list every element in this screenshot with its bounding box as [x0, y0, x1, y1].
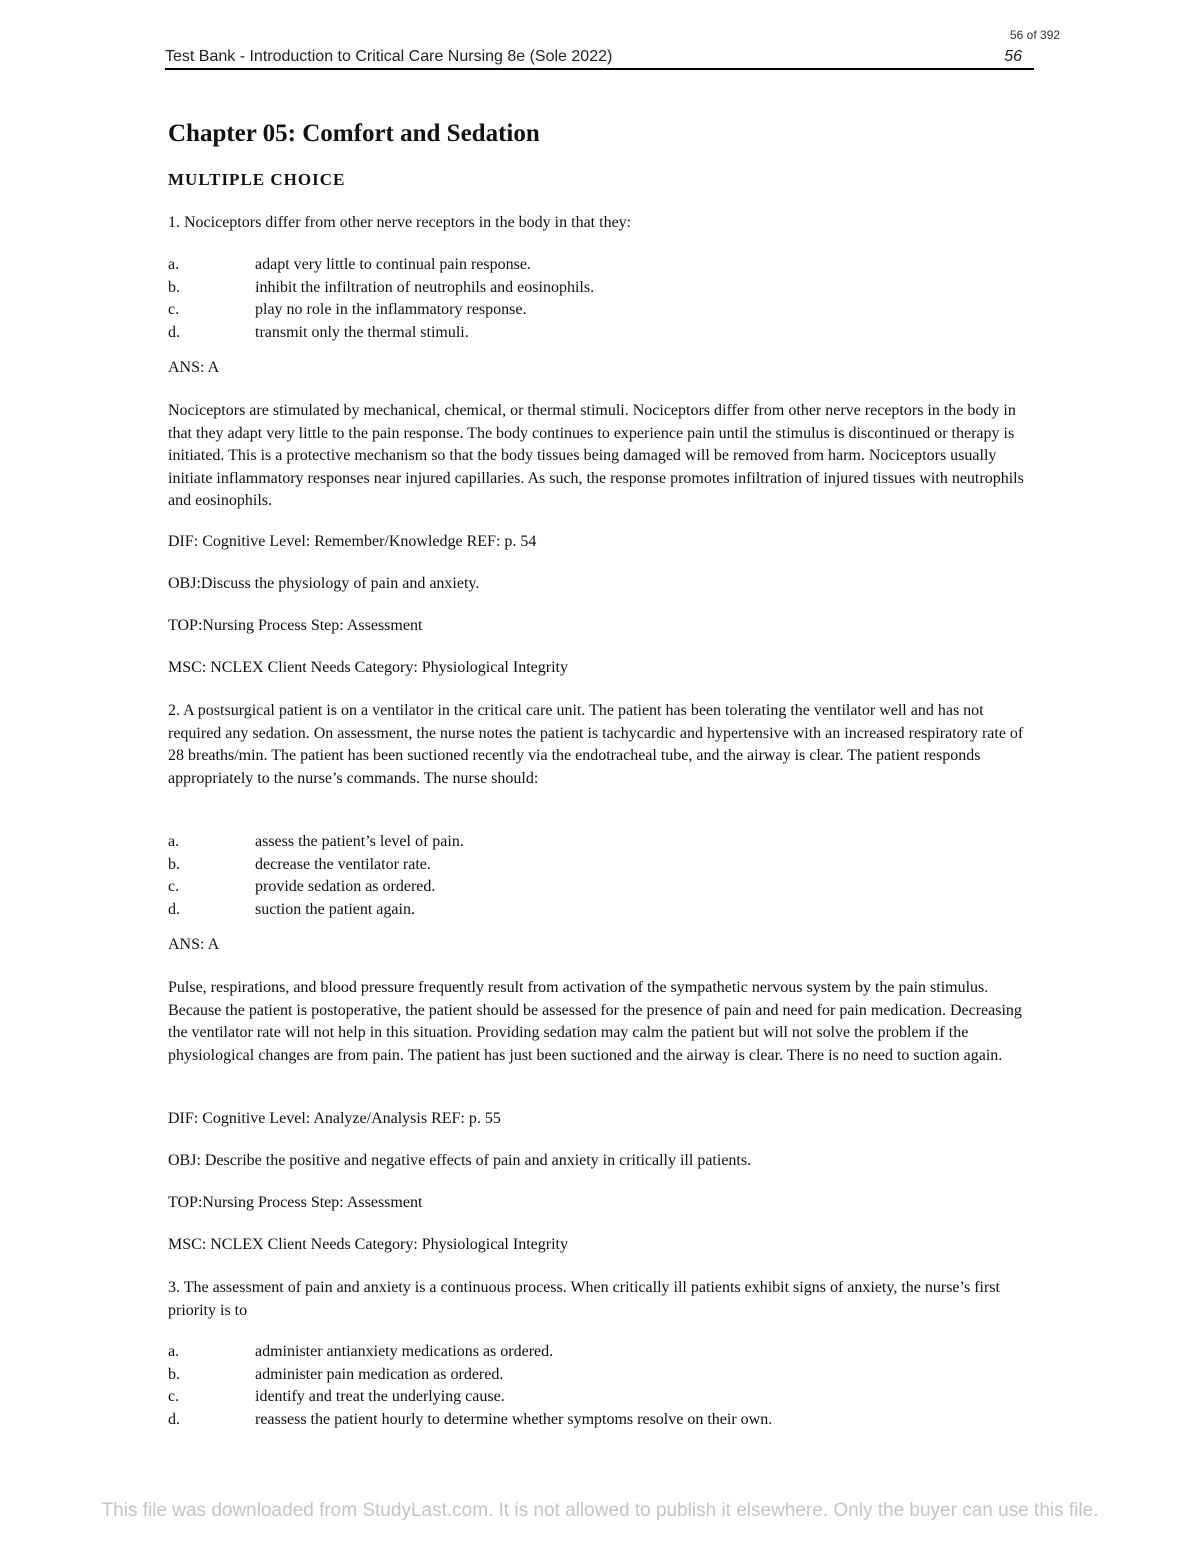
option-letter: b.: [168, 1366, 180, 1383]
chapter-title: Chapter 05: Comfort and Sedation: [168, 120, 540, 147]
option-text: play no role in the inflammatory response.: [255, 301, 527, 318]
question-1-stem: 1. Nociceptors differ from other nerve receptors in the body in that they:: [168, 214, 632, 231]
option-text: suction the patient again.: [255, 901, 415, 918]
question-2-difficulty: DIF: Cognitive Level: Analyze/Analysis REF: p. 55: [168, 1110, 501, 1127]
question-2-objective: OBJ: Describe the positive and negative effects of pain and anxiety in critically ill patients.: [168, 1152, 752, 1169]
option-letter: b.: [168, 856, 180, 873]
question-1-difficulty: DIF: Cognitive Level: Remember/Knowledge REF: p. 54: [168, 533, 537, 550]
header-title: Test Bank - Introduction to Critical Care Nursing 8e (Sole 2022): [165, 48, 613, 65]
option-letter: b.: [168, 279, 180, 296]
option-letter: d.: [168, 324, 180, 341]
option-text: administer antianxiety medications as ordered.: [255, 1343, 554, 1360]
question-1-objective: OBJ:Discuss the physiology of pain and anxiety.: [168, 575, 480, 592]
header-page-number: 56: [1004, 48, 1022, 65]
download-notice: This file was downloaded from StudyLast.com. It is not allowed to publish it elsewhere. Only the buyer can use this file.: [101, 1500, 1099, 1521]
question-2-topic: TOP:Nursing Process Step: Assessment: [168, 1194, 423, 1211]
option-text: decrease the ventilator rate.: [255, 856, 431, 873]
option-letter: d.: [168, 1411, 180, 1428]
question-1-msc: MSC: NCLEX Client Needs Category: Physiological Integrity: [168, 659, 568, 676]
option-text: transmit only the thermal stimuli.: [255, 324, 469, 341]
section-heading: MULTIPLE CHOICE: [168, 170, 346, 189]
option-letter: c.: [168, 301, 180, 318]
question-1-rationale: Nociceptors are stimulated by mechanical, chemical, or thermal stimuli. Nociceptors differ from other nerve receptors in the body in that they adapt very little to the pain response. The body continues to experience pain until the stimulus is discontinued or therapy is initiated. This is a protective mechanism so that the body tissues being damaged will be removed from harm. Nociceptors usually initiate inflammatory responses near injured capillaries. As such, the response promotes infiltration of injured tissues with neutrophils and eosinophils.: [168, 402, 1024, 509]
option-text: provide sedation as ordered.: [255, 878, 436, 895]
option-letter: a.: [168, 256, 180, 273]
option-letter: d.: [168, 901, 180, 918]
option-letter: a.: [168, 1343, 180, 1360]
question-2-msc: MSC: NCLEX Client Needs Category: Physiological Integrity: [168, 1236, 568, 1253]
page-counter: 56 of 392: [1010, 28, 1061, 42]
question-3-stem: 3. The assessment of pain and anxiety is a continuous process. When critically ill patients exhibit signs of anxiety, the nurse’s first priority is to: [168, 1279, 1000, 1319]
option-text: identify and treat the underlying cause.: [255, 1388, 505, 1405]
question-1-topic: TOP:Nursing Process Step: Assessment: [168, 617, 423, 634]
option-text: inhibit the infiltration of neutrophils and eosinophils.: [255, 279, 595, 296]
option-letter: c.: [168, 1388, 180, 1405]
option-text: administer pain medication as ordered.: [255, 1366, 504, 1383]
option-letter: a.: [168, 833, 180, 850]
question-1-answer: ANS: A: [168, 359, 220, 376]
question-2-rationale: Pulse, respirations, and blood pressure frequently result from activation of the sympathetic nervous system by the pain stimulus. Because the patient is postoperative, the patient should be assessed for the presence of pain and need for pain medication. Decreasing the ventilator rate will not help in this situation. Providing sedation may calm the patient but will not solve the problem if the physiological changes are from pain. The patient has just been suctioned and the airway is clear. There is no need to suction again.: [168, 979, 1022, 1064]
option-text: reassess the patient hourly to determine whether symptoms resolve on their own.: [255, 1411, 773, 1428]
option-text: assess the patient’s level of pain.: [255, 833, 464, 850]
running-header: [165, 48, 1034, 70]
question-2-answer: ANS: A: [168, 936, 220, 953]
option-letter: c.: [168, 878, 180, 895]
question-2-stem: 2. A postsurgical patient is on a ventilator in the critical care unit. The patient has been tolerating the ventilator well and has not required any sedation. On assessment, the nurse notes the patient is tachycardic and hypertensive with an increased respiratory rate of 28 breaths/min. The patient has been suctioned recently via the endotracheal tube, and the airway is clear. The patient responds appropriately to the nurse’s commands. The nurse should:: [168, 702, 1024, 787]
option-text: adapt very little to continual pain response.: [255, 256, 531, 273]
